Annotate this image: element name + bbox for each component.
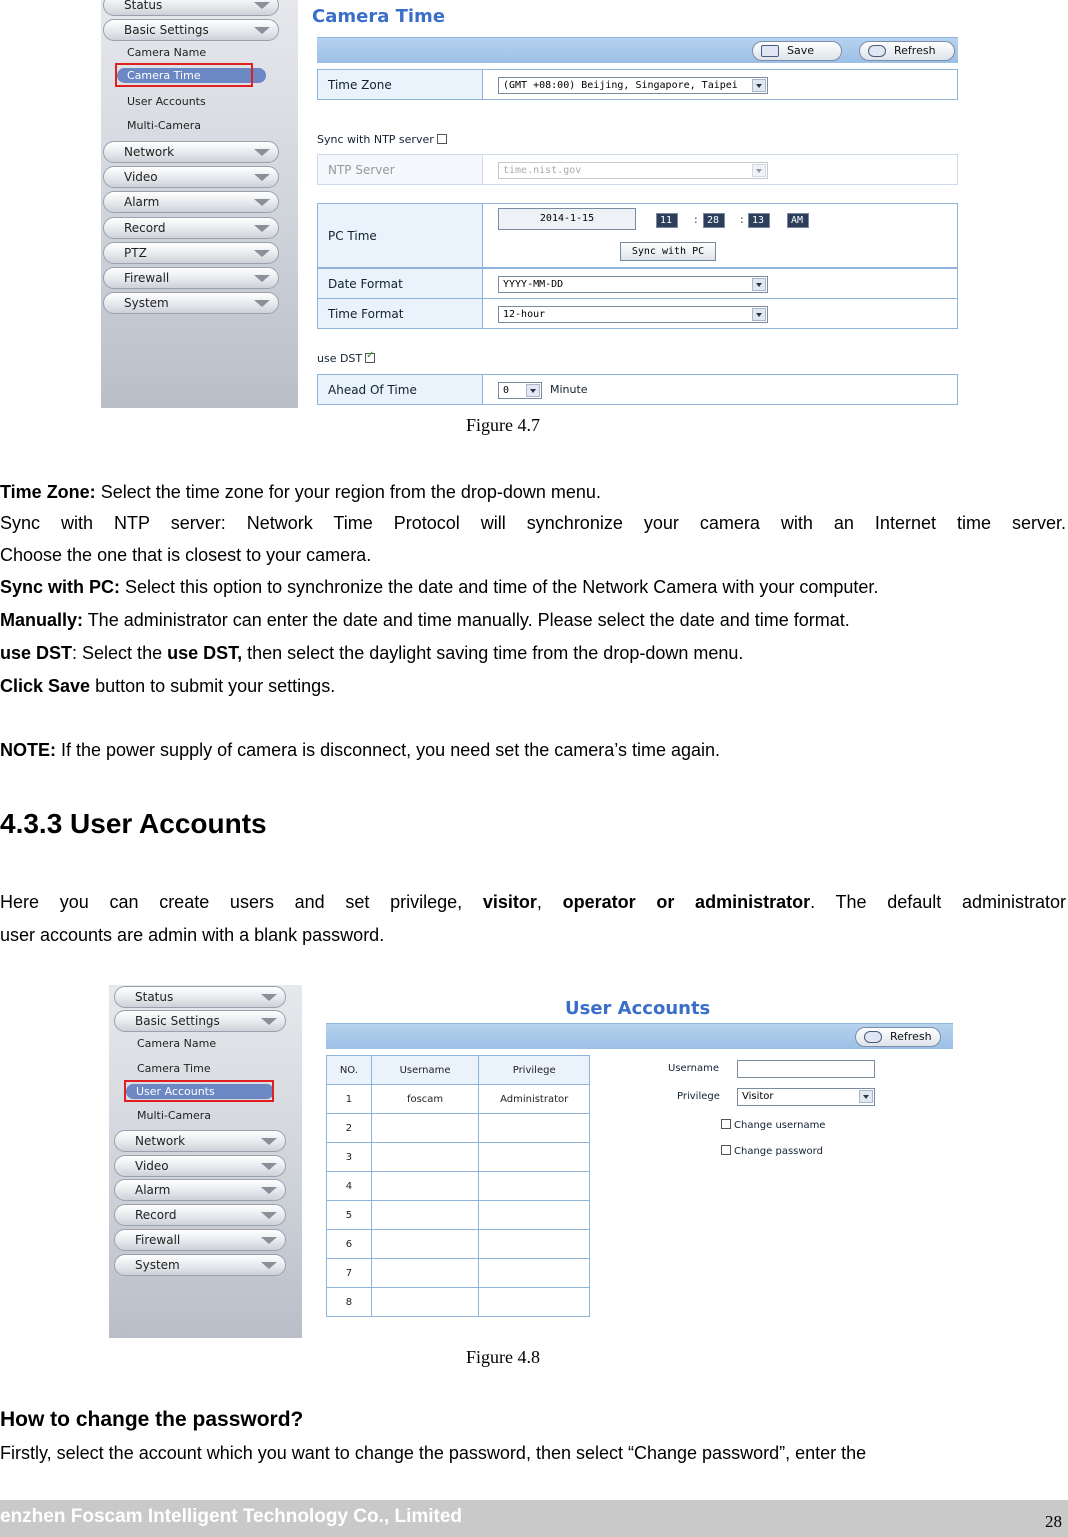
table-row[interactable] bbox=[327, 1085, 590, 1114]
header-privilege: Privilege bbox=[479, 1056, 590, 1085]
figure-caption: Figure 4.8 bbox=[466, 1347, 540, 1367]
change-username-text: Change username bbox=[734, 1120, 826, 1131]
use-dst-checkbox[interactable] bbox=[365, 353, 375, 363]
chevron-down-icon bbox=[261, 1187, 277, 1194]
privilege-select[interactable] bbox=[737, 1088, 875, 1106]
menu-label: Status bbox=[124, 0, 163, 12]
menu-status[interactable] bbox=[103, 0, 279, 16]
select-value: Visitor bbox=[742, 1091, 774, 1102]
select-value: time.nist.gov bbox=[503, 165, 582, 176]
submenu-multi-camera[interactable]: Multi-Camera bbox=[127, 119, 202, 132]
save-label: Save bbox=[787, 44, 815, 57]
text: If the power supply of camera is disconnect, you need set the camera’s time again. bbox=[56, 740, 721, 760]
chevron-down-icon bbox=[261, 1138, 277, 1145]
sync-ntp-text: Sync with NTP server bbox=[317, 133, 434, 146]
row-ntp-server bbox=[317, 154, 958, 185]
chevron-down-icon bbox=[526, 384, 540, 397]
ntp-server-label: NTP Server bbox=[318, 155, 483, 184]
change-password-checkbox[interactable] bbox=[721, 1145, 731, 1155]
text: Here you can create users and set privilege, bbox=[0, 892, 483, 912]
change-password-option bbox=[721, 1145, 823, 1157]
cell-username bbox=[371, 1143, 479, 1172]
table-row[interactable] bbox=[327, 1172, 590, 1201]
chevron-down-icon bbox=[254, 225, 270, 232]
row-pc-time bbox=[317, 203, 958, 268]
paragraph-manually bbox=[0, 604, 1066, 636]
paragraph-how-to: Firstly, select the account which you want to change the password, then select “Change password”, enter the bbox=[0, 1443, 867, 1463]
refresh-label: Refresh bbox=[890, 1030, 932, 1043]
minute-select[interactable]: 28 bbox=[703, 213, 725, 228]
subheading: How to change the password? bbox=[0, 1408, 304, 1431]
text: Select this option to synchronize the date and time of the Network Camera with your computer. bbox=[120, 577, 879, 597]
cell-no: 7 bbox=[327, 1259, 372, 1288]
menu-firewall[interactable] bbox=[114, 1229, 286, 1251]
cell-no: 1 bbox=[327, 1085, 372, 1114]
figure-user-accounts-screenshot bbox=[109, 985, 953, 1338]
menu-video[interactable] bbox=[103, 166, 279, 188]
ampm-select[interactable]: AM bbox=[787, 213, 809, 228]
paragraph-user-accounts-line2: user accounts are admin with a blank password. bbox=[0, 925, 385, 945]
menu-alarm[interactable] bbox=[114, 1179, 286, 1201]
user-accounts-table bbox=[326, 1055, 590, 1317]
select-value: (GMT +08:00) Beijing, Singapore, Taipei bbox=[503, 80, 738, 91]
change-username-option bbox=[721, 1119, 825, 1131]
refresh-button[interactable] bbox=[855, 1027, 941, 1047]
chevron-down-icon bbox=[261, 1262, 277, 1269]
table-row[interactable] bbox=[327, 1201, 590, 1230]
menu-alarm[interactable] bbox=[103, 191, 279, 213]
menu-label: System bbox=[135, 1258, 180, 1272]
menu-network[interactable] bbox=[103, 141, 279, 163]
page-footer bbox=[0, 1500, 1068, 1537]
chevron-down-icon bbox=[254, 149, 270, 156]
submenu-user-accounts[interactable]: User Accounts bbox=[127, 95, 206, 108]
menu-network[interactable] bbox=[114, 1130, 286, 1152]
toolbar bbox=[317, 37, 958, 63]
cell-privilege bbox=[479, 1114, 590, 1143]
menu-label: Alarm bbox=[135, 1183, 171, 1197]
chevron-down-icon bbox=[261, 1163, 277, 1170]
text: Select the time zone for your region from the drop-down menu. bbox=[95, 482, 601, 502]
use-dst-label bbox=[317, 352, 375, 365]
time-zone-label: Time Zone bbox=[318, 70, 483, 99]
paragraph-save bbox=[0, 670, 1066, 702]
table-header-row bbox=[327, 1056, 590, 1085]
cell-privilege bbox=[479, 1288, 590, 1317]
highlight-box bbox=[124, 1080, 274, 1102]
refresh-label: Refresh bbox=[894, 44, 936, 57]
chevron-down-icon bbox=[859, 1090, 873, 1103]
cell-no: 8 bbox=[327, 1288, 372, 1317]
save-icon bbox=[761, 45, 779, 57]
menu-label: PTZ bbox=[124, 246, 147, 260]
cell-privilege bbox=[479, 1172, 590, 1201]
chevron-down-icon bbox=[254, 27, 270, 34]
menu-label: Record bbox=[124, 221, 166, 235]
chevron-down-icon bbox=[254, 174, 270, 181]
text: then select the daylight saving time from the drop-down menu. bbox=[242, 643, 744, 663]
cell-username bbox=[371, 1172, 479, 1201]
submenu-camera-time[interactable]: Camera Time bbox=[117, 68, 266, 83]
text: . The default administrator bbox=[810, 892, 1066, 912]
paragraph-ntp-line1: Sync with NTP server: Network Time Protocol will synchronize your camera with an Internet time server. bbox=[0, 513, 1066, 533]
time-separator: : bbox=[694, 213, 698, 226]
cell-privilege: Administrator bbox=[479, 1085, 590, 1114]
menu-label: Alarm bbox=[124, 195, 160, 209]
refresh-button[interactable] bbox=[859, 41, 955, 61]
chevron-down-icon bbox=[261, 1018, 277, 1025]
select-value: 0 bbox=[503, 385, 510, 396]
menu-ptz[interactable] bbox=[103, 242, 279, 264]
date-format-select[interactable] bbox=[498, 276, 768, 293]
privilege-label: Privilege bbox=[677, 1091, 720, 1102]
cell-privilege bbox=[479, 1230, 590, 1259]
username-label: Username bbox=[668, 1063, 719, 1074]
menu-video[interactable] bbox=[114, 1155, 286, 1177]
cell-username bbox=[371, 1201, 479, 1230]
minute-unit: Minute bbox=[550, 383, 588, 396]
chevron-down-icon bbox=[752, 164, 766, 177]
paragraph-ntp-line2: Choose the one that is closest to your camera. bbox=[0, 545, 372, 565]
date-format-label: Date Format bbox=[318, 269, 483, 298]
cell-privilege bbox=[479, 1143, 590, 1172]
menu-record[interactable] bbox=[114, 1204, 286, 1226]
refresh-icon bbox=[864, 1031, 882, 1043]
cell-no: 3 bbox=[327, 1143, 372, 1172]
table-row[interactable] bbox=[327, 1288, 590, 1317]
save-button[interactable] bbox=[752, 41, 842, 61]
menu-label: Video bbox=[135, 1159, 169, 1173]
chevron-down-icon bbox=[261, 994, 277, 1001]
sync-with-pc-button[interactable]: Sync with PC bbox=[620, 242, 716, 261]
ntp-server-select[interactable] bbox=[498, 162, 768, 179]
paragraph-sync-pc bbox=[0, 571, 1066, 603]
cell-no: 6 bbox=[327, 1230, 372, 1259]
menu-system[interactable] bbox=[114, 1254, 286, 1276]
cell-no: 2 bbox=[327, 1114, 372, 1143]
menu-label: Network bbox=[135, 1134, 186, 1148]
ahead-of-time-label: Ahead Of Time bbox=[318, 375, 483, 404]
change-username-checkbox[interactable] bbox=[721, 1119, 731, 1129]
bold-term: operator or administrator bbox=[562, 892, 811, 912]
section-heading: 4.3.3 User Accounts bbox=[0, 808, 267, 839]
time-zone-select[interactable] bbox=[498, 77, 768, 94]
paragraph-user-accounts-line1 bbox=[0, 886, 1066, 918]
text: button to submit your settings. bbox=[90, 676, 336, 696]
submenu-user-accounts[interactable]: User Accounts bbox=[126, 1084, 274, 1099]
pc-time-label: PC Time bbox=[318, 204, 483, 267]
cell-username bbox=[371, 1259, 479, 1288]
bold-term: visitor bbox=[482, 892, 537, 912]
text: , bbox=[536, 892, 563, 912]
panel-title: Camera Time bbox=[312, 6, 446, 27]
footer-company: enzhen Foscam Intelligent Technology Co., Limited bbox=[0, 1506, 463, 1527]
bold-term: Time Zone: bbox=[0, 482, 96, 502]
menu-record[interactable] bbox=[103, 217, 279, 239]
menu-label: Record bbox=[135, 1208, 177, 1222]
bold-term: NOTE: bbox=[0, 740, 56, 760]
cell-privilege bbox=[479, 1201, 590, 1230]
text: The administrator can enter the date and time manually. Please select the date and time format. bbox=[83, 610, 850, 630]
time-separator: : bbox=[740, 213, 744, 226]
page-number: 28 bbox=[1045, 1512, 1062, 1531]
cell-username: foscam bbox=[371, 1085, 479, 1114]
menu-label: Firewall bbox=[135, 1233, 181, 1247]
figure-caption: Figure 4.7 bbox=[466, 415, 540, 435]
header-username: Username bbox=[371, 1056, 479, 1085]
menu-label: Network bbox=[124, 145, 175, 159]
cell-username bbox=[371, 1230, 479, 1259]
chevron-down-icon bbox=[254, 300, 270, 307]
bold-term: Manually: bbox=[0, 610, 84, 630]
paragraph-time-zone bbox=[0, 476, 1066, 508]
submenu-camera-time[interactable]: Camera Time bbox=[137, 1062, 211, 1075]
chevron-down-icon bbox=[752, 278, 766, 291]
menu-system[interactable] bbox=[103, 292, 279, 314]
select-value: YYYY-MM-DD bbox=[503, 279, 564, 290]
pc-date-field[interactable]: 2014-1-15 bbox=[498, 208, 636, 230]
cell-privilege bbox=[479, 1259, 590, 1288]
chevron-down-icon bbox=[261, 1237, 277, 1244]
time-format-label: Time Format bbox=[318, 299, 483, 328]
cell-no: 4 bbox=[327, 1172, 372, 1201]
second-select[interactable]: 13 bbox=[748, 213, 770, 228]
bold-term: Click Save bbox=[0, 676, 91, 696]
menu-firewall[interactable] bbox=[103, 267, 279, 289]
hour-select[interactable]: 11 bbox=[656, 213, 678, 228]
cell-username bbox=[371, 1288, 479, 1317]
row-time-zone bbox=[317, 69, 958, 100]
submenu-multi-camera[interactable]: Multi-Camera bbox=[137, 1109, 212, 1122]
chevron-down-icon bbox=[254, 275, 270, 282]
header-no: NO. bbox=[327, 1056, 372, 1085]
panel-title: User Accounts bbox=[565, 998, 711, 1019]
highlight-box bbox=[115, 63, 253, 87]
username-input[interactable] bbox=[737, 1060, 875, 1078]
menu-label: Basic Settings bbox=[124, 23, 209, 37]
time-format-select[interactable] bbox=[498, 306, 768, 323]
menu-status[interactable] bbox=[114, 986, 286, 1008]
bold-term: Sync with PC: bbox=[0, 577, 121, 597]
table-row[interactable] bbox=[327, 1143, 590, 1172]
use-dst-text: use DST bbox=[317, 352, 363, 365]
row-time-format bbox=[317, 298, 958, 329]
menu-label: Status bbox=[135, 990, 174, 1004]
submenu-camera-name[interactable]: Camera Name bbox=[127, 46, 207, 59]
chevron-down-icon bbox=[261, 1212, 277, 1219]
select-value: 12-hour bbox=[503, 309, 546, 320]
paragraph-note bbox=[0, 734, 1066, 766]
sync-ntp-label bbox=[317, 133, 447, 146]
cell-no: 5 bbox=[327, 1201, 372, 1230]
chevron-down-icon bbox=[752, 79, 766, 92]
chevron-down-icon bbox=[752, 308, 766, 321]
chevron-down-icon bbox=[254, 2, 270, 9]
menu-basic-settings[interactable] bbox=[114, 1010, 286, 1032]
chevron-down-icon bbox=[254, 199, 270, 206]
row-ahead-of-time bbox=[317, 374, 958, 405]
toolbar bbox=[326, 1023, 953, 1049]
submenu-camera-name[interactable]: Camera Name bbox=[137, 1037, 217, 1050]
menu-label: Firewall bbox=[124, 271, 170, 285]
menu-label: Video bbox=[124, 170, 158, 184]
ahead-of-time-select[interactable] bbox=[498, 382, 542, 399]
table-row[interactable] bbox=[327, 1230, 590, 1259]
paragraph-use-dst bbox=[0, 637, 1066, 669]
bold-term: use DST bbox=[0, 643, 73, 663]
sync-ntp-checkbox[interactable] bbox=[437, 134, 447, 144]
change-password-text: Change password bbox=[734, 1146, 823, 1157]
table-row[interactable] bbox=[327, 1114, 590, 1143]
menu-basic-settings[interactable] bbox=[103, 19, 279, 41]
menu-label: System bbox=[124, 296, 169, 310]
chevron-down-icon bbox=[254, 250, 270, 257]
text: : Select the bbox=[72, 643, 168, 663]
row-date-format bbox=[317, 268, 958, 299]
menu-label: Basic Settings bbox=[135, 1014, 220, 1028]
figure-camera-time-screenshot bbox=[101, 0, 962, 408]
table-row[interactable] bbox=[327, 1259, 590, 1288]
bold-term: use DST, bbox=[167, 643, 243, 663]
refresh-icon bbox=[868, 45, 886, 57]
cell-username bbox=[371, 1114, 479, 1143]
